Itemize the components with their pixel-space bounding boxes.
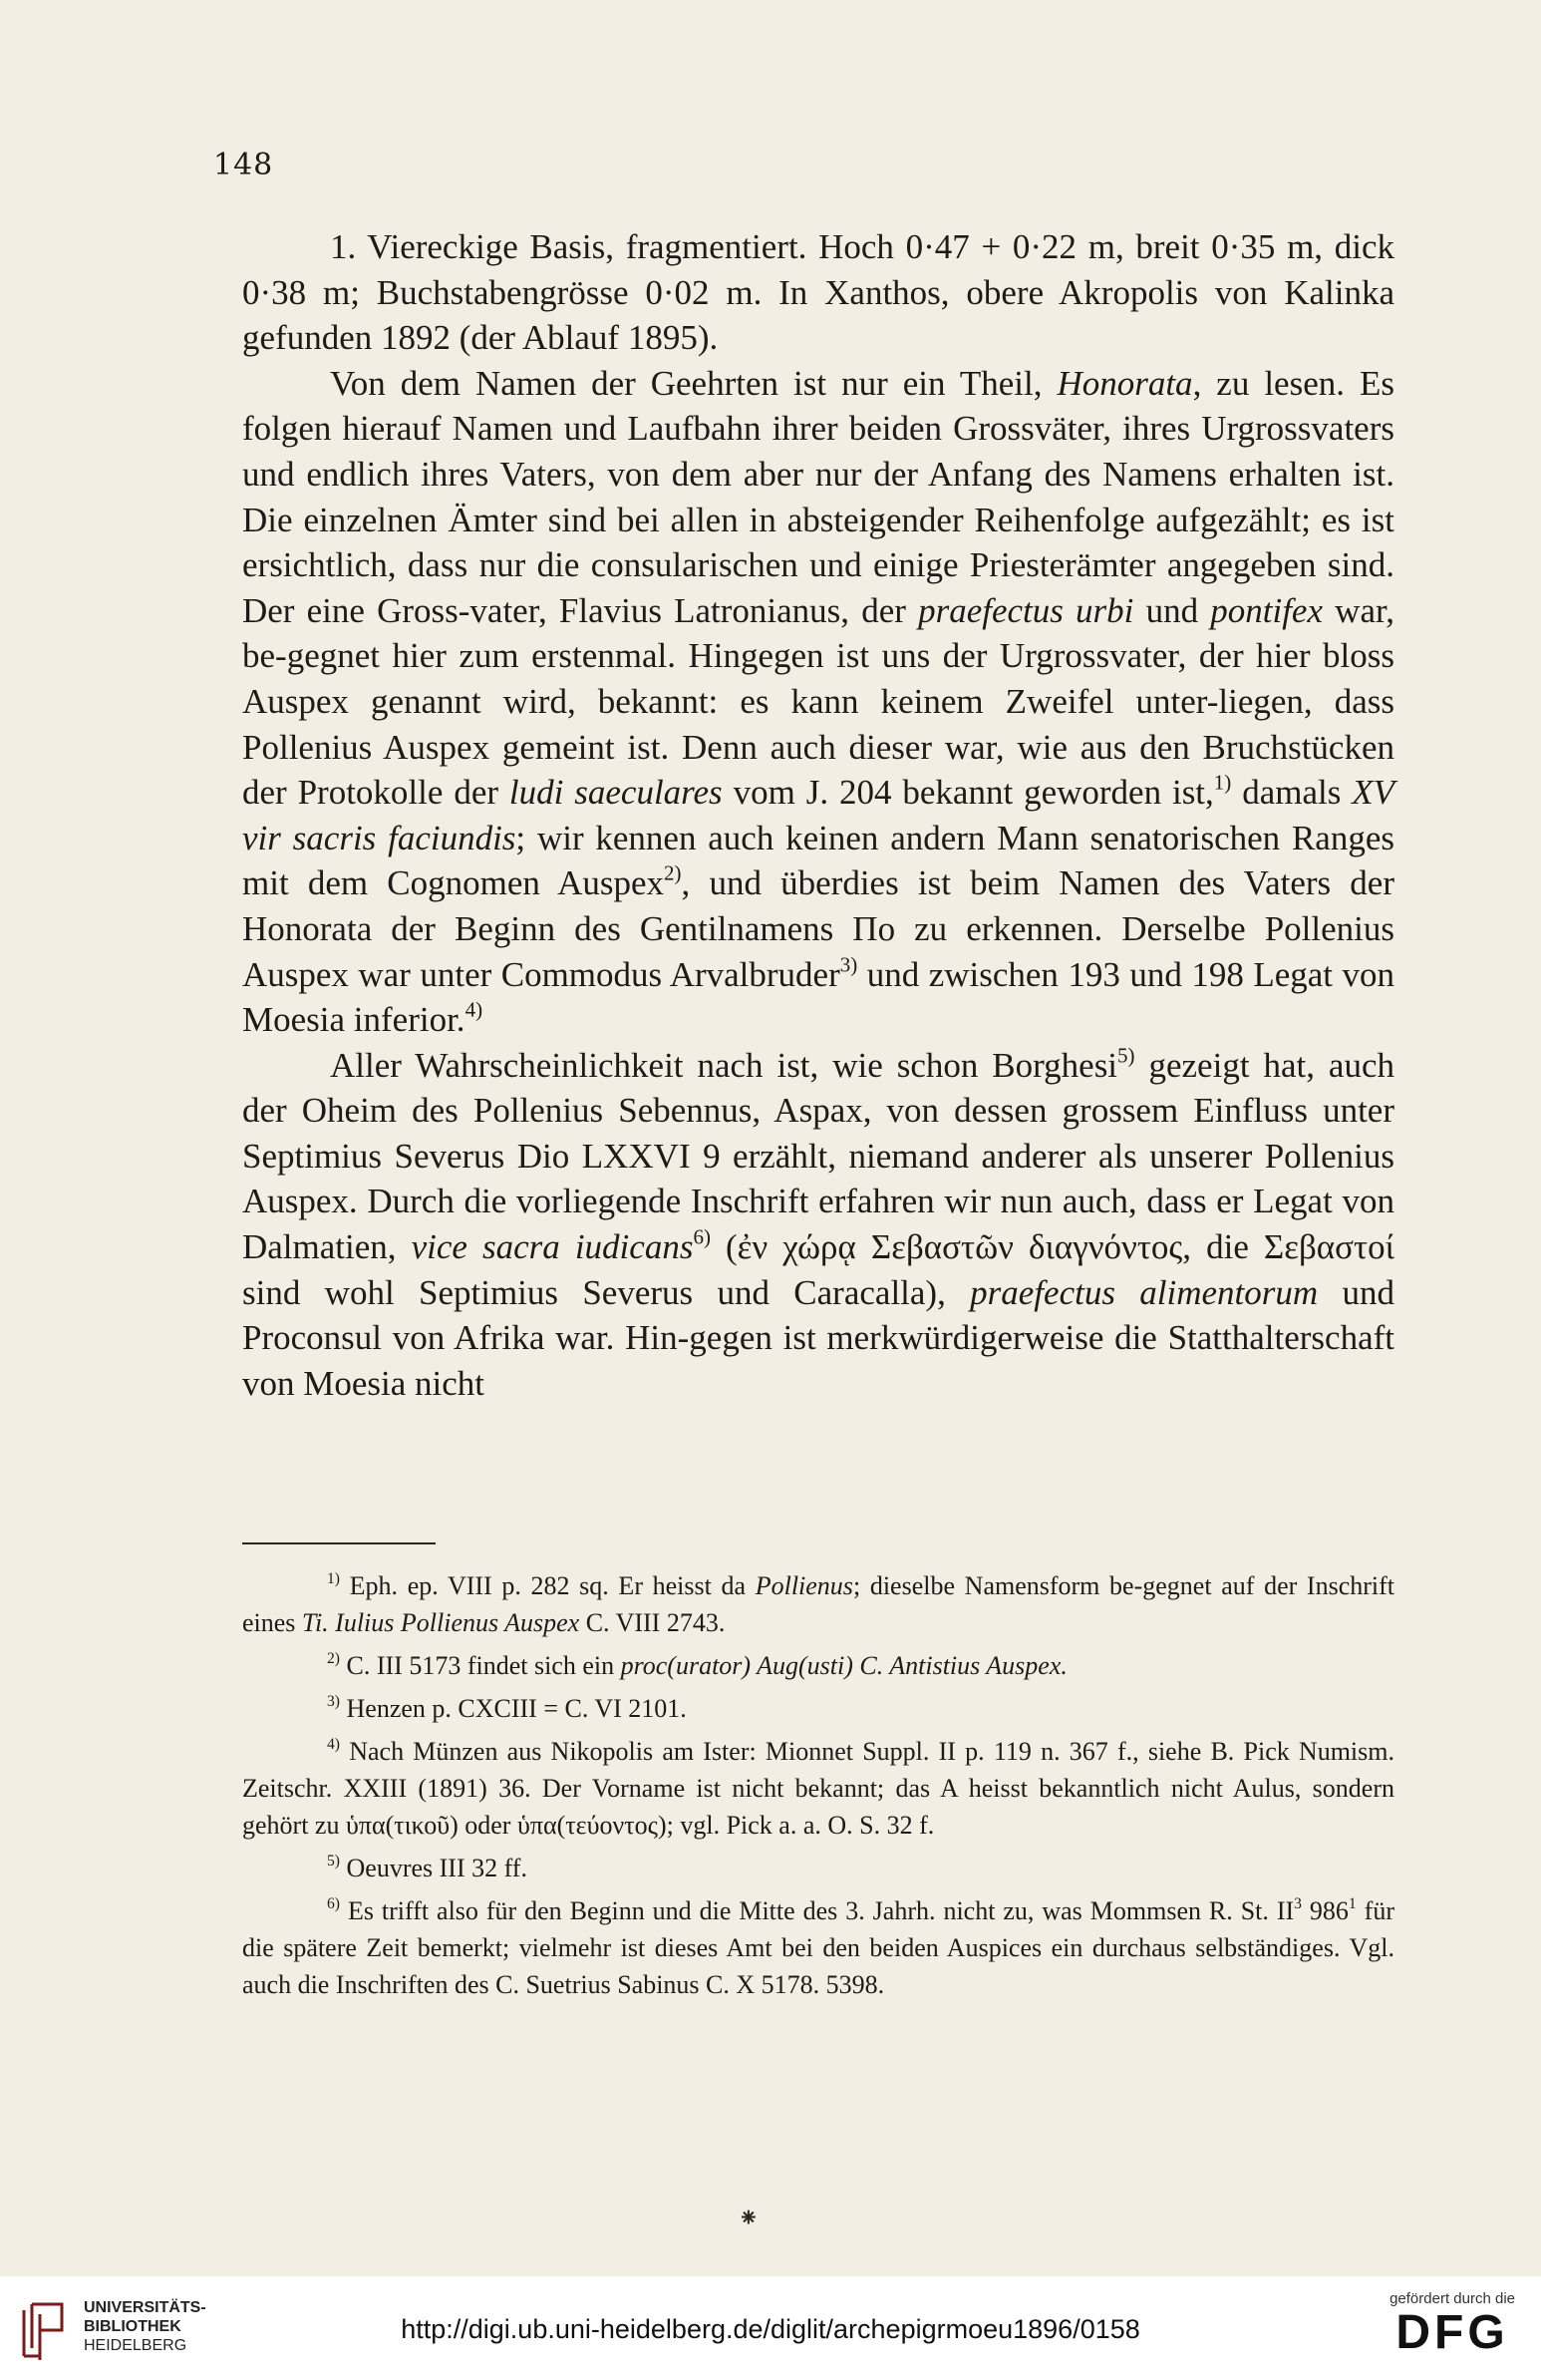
body-text xyxy=(242,224,1394,1406)
footnotes xyxy=(242,1567,1394,2009)
footnote-ref-1[interactable]: 1) xyxy=(1213,770,1232,795)
footnote-divider xyxy=(242,1542,436,1544)
footnote-4: $^{4)}$ Nach Münzen aus Nikopolis am Ister: Mionnet Suppl. II p. 119 n. 367 f., siehe B. Pick Numism. Zeitschr. XXIII (1891) 36. Der Vorname ist nicht bekannt; das A heisst bekanntlich nicht Aulus, sondern gehört zu ὑπα(τικοῦ) oder ὑπα(τεύοντος); vgl. Pick a. a. O. S. 32 f. xyxy=(242,1736,1395,1840)
footnote-5: $^{5)}$ Oeuvres III 32 ff. xyxy=(327,1853,527,1882)
footer-bar xyxy=(0,2276,1541,2380)
footnote-ref-4[interactable]: 4) xyxy=(464,997,483,1022)
printer-mark: ⁕ xyxy=(738,2204,760,2233)
footnote-3: $^{3)}$ Henzen p. CXCIII = C. VI 2101. xyxy=(327,1693,687,1723)
source-url-link[interactable]: http://digi.ub.uni-heidelberg.de/diglit/archepigrmoeu1896/0158 xyxy=(401,2314,1140,2344)
footnote-ref-5[interactable]: 5) xyxy=(1117,1043,1135,1067)
dfg-logo: gefördert durch die DFG xyxy=(1389,2290,1515,2359)
footnote-ref-3[interactable]: 3) xyxy=(839,951,858,976)
paragraph-2: Von dem Namen der Geehrten ist nur ein Theil, Honorata, zu lesen. Es folgen hierauf Namen und Laufbahn ihrer beiden Grossväter, ihres Urgrossvaters und endlich ihres Vaters, von dem aber nur der Anfang des Namens erhalten ist. Die einzelnen Ämter sind bei allen in absteigender Reihenfolge aufgezählt; es ist ersichtlich, dass nur die consularischen und einige Priesterämter angegeben sind. Der eine Gross-vater, Flavius Latronianus, der praefectus urbi und pontifex war, be-gegnet hier zum erstenmal. Hingegen ist uns der Urgrossvater, der hier bloss Auspex genannt wird, bekannt: es kann keinem Zweifel unter-liegen, dass Pollenius Auspex gemeint ist. Denn auch dieser war, wie aus den Bruchstücken der Protokolle der ludi saeculares vom J. 204 bekannt geworden ist,$^{1)}$ damals XV vir sacris faciundis; wir kennen auch keinen andern Mann senatorischen Ranges mit dem Cognomen Auspex$^{2)}$, und überdies ist beim Namen des Vaters der Honorata der Beginn des Gentilnamens Πο zu erkennen. Derselbe Pollenius Auspex war unter Commodus Arvalbruder$^{3)}$ und zwischen 193 und 198 Legat von Moesia inferior.$^{4)}$ xyxy=(242,363,1395,1040)
paragraph-3: Aller Wahrscheinlichkeit nach ist, wie schon Borghesi$^{5)}$ gezeigt hat, auch der Oheim des Pollenius Sebennus, Aspax, von dessen grossem Einfluss unter Septimius Severus Dio LXXVI 9 erzählt, niemand anderer als unserer Pollenius Auspex. Durch die vorliegende Inschrift erfahren wir nun auch, dass er Legat von Dalmatien, vice sacra iudicans$^{6)}$ (ἐν χώρᾳ Σεβαστῶν διαγνόντος, die Σεβαστοί sind wohl Septimius Severus und Caracalla), praefectus alimentorum und Proconsul von Afrika war. Hin-gegen ist merkwürdigerweise die Statthalterschaft von Moesia nicht xyxy=(242,1043,1394,1403)
footnote-1: $^{1)}$ Eph. ep. VIII p. 282 sq. Er heisst da Pollienus; dieselbe Namensform be-gegnet auf der Inschrift eines Ti. Iulius Pollienus Auspex C. VIII 2743. xyxy=(242,1570,1395,1637)
footnote-2: $^{2)}$ C. III 5173 findet sich ein proc(urator) Aug(usti) C. Antistius Auspex. xyxy=(327,1650,1068,1680)
footnote-ref-6[interactable]: 6) xyxy=(693,1224,711,1249)
page-number: 148 xyxy=(213,148,274,182)
footnote-ref-2[interactable]: 2) xyxy=(664,860,682,885)
paragraph-1: 1. Viereckige Basis, fragmentiert. Hoch 0·47 + 0·22 m, breit 0·35 m, dick 0·38 m; Buchstabengrösse 0·02 m. In Xanthos, obere Akropolis von Kalinka gefunden 1892 (der Ablauf 1895). xyxy=(242,227,1394,358)
library-name: UNIVERSITÄTS- BIBLIOTHEK HEIDELBERG xyxy=(84,2299,206,2354)
footnote-6: $^{6)}$ Es trifft also für den Beginn und die Mitte des 3. Jahrh. nicht zu, was Mommsen R. St. $II^3$ $986^1$ für die spätere Zeit bemerkt; vielmehr ist dieses Amt bei den beiden Auspices ein durchaus selbständiges. Vgl. auch die Inschriften des C. Suetrius Sabinus C. X 5178. 5398. xyxy=(242,1895,1394,1999)
